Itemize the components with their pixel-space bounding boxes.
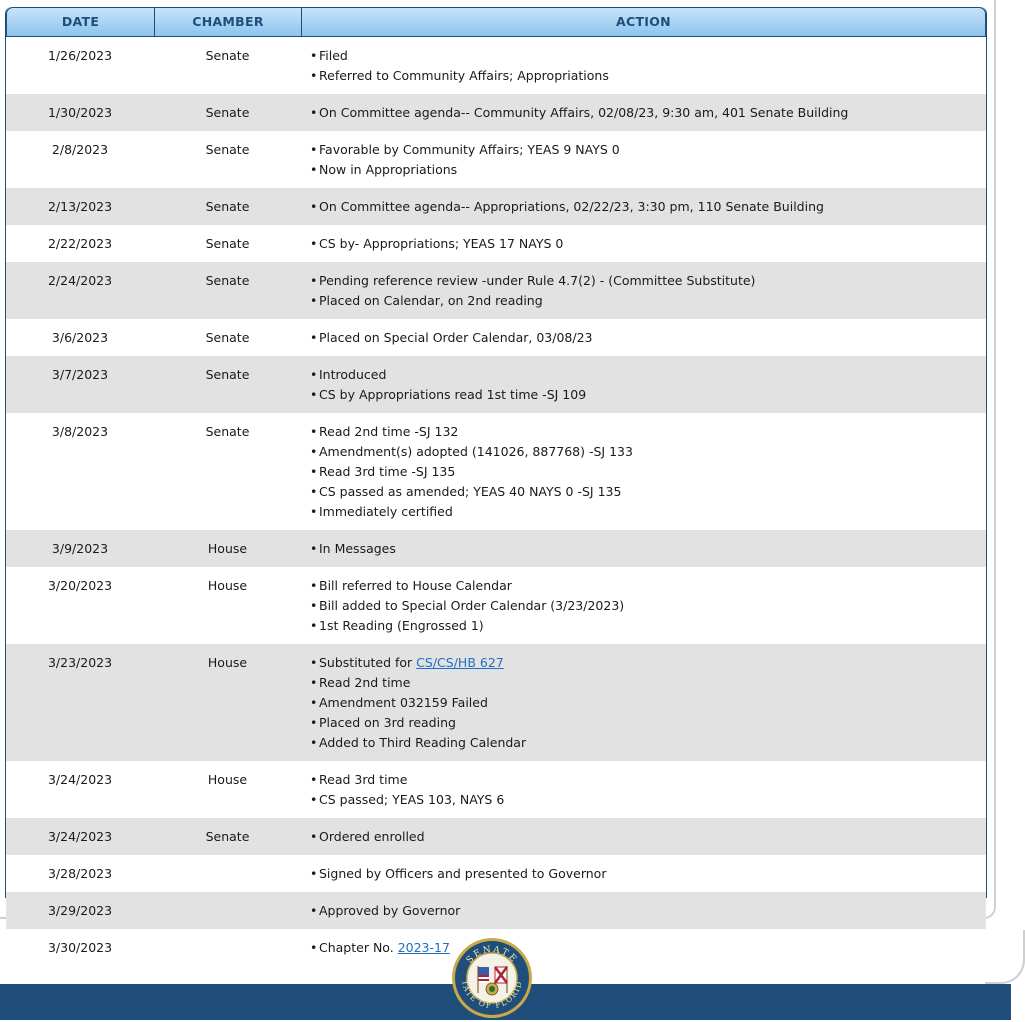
bill-history-table [5,7,987,955]
cell-action [301,827,986,847]
panel-corner [985,930,1025,984]
table-row [6,567,986,644]
action-text: Amendment 032159 Failed [319,695,488,710]
action-text: 1st Reading (Engrossed 1) [319,618,484,633]
action-text: On Committee agenda-- Appropriations, 02/22/23, 3:30 pm, 110 Senate Building [319,199,824,214]
action-item [310,46,986,66]
cell-action [301,938,986,958]
cell-chamber: Senate [205,330,250,345]
bullet-icon: • [310,772,318,787]
action-text: Placed on 3rd reading [319,715,456,730]
bullet-icon: • [310,792,318,807]
action-text: Pending reference review -under Rule 4.7(2) - (Committee Substitute) [319,273,756,288]
cell-date: 3/9/2023 [51,541,109,556]
cell-chamber: Senate [205,829,250,844]
action-item [310,770,986,790]
cell-chamber: House [207,655,248,670]
cell-action [301,539,986,559]
cell-chamber [154,938,301,958]
action-item [310,291,986,311]
action-text: Chapter No. [319,940,398,955]
action-text: Approved by Governor [319,903,461,918]
cell-date: 1/26/2023 [47,48,113,63]
cell-date: 3/24/2023 [47,772,113,787]
table-row [6,892,986,929]
cell-date: 3/8/2023 [51,424,109,439]
cell-chamber: Senate [205,424,250,439]
cell-date: 2/8/2023 [51,142,109,157]
table-row [6,356,986,413]
action-text: Immediately certified [319,504,453,519]
bullet-icon: • [310,142,318,157]
bullet-icon: • [310,829,318,844]
action-text: Placed on Calendar, on 2nd reading [319,293,543,308]
action-item [310,713,986,733]
action-item [310,733,986,753]
table-body [6,37,986,966]
table-row [6,530,986,567]
action-link[interactable]: CS/CS/HB 627 [416,655,504,670]
cell-date: 3/30/2023 [47,940,113,955]
bullet-icon: • [310,484,318,499]
cell-action [301,46,986,86]
cell-chamber [154,864,301,884]
cell-date: 3/28/2023 [47,866,113,881]
bullet-icon: • [310,162,318,177]
action-item [310,502,986,522]
cell-action [301,770,986,810]
action-item [310,653,986,673]
cell-date: 3/29/2023 [47,903,113,918]
action-item [310,596,986,616]
action-text: Read 3rd time -SJ 135 [319,464,456,479]
action-item [310,385,986,405]
action-text: Amendment(s) adopted (141026, 887768) -SJ 133 [319,444,633,459]
bullet-icon: • [310,618,318,633]
action-item [310,66,986,86]
cell-chamber: Senate [205,367,250,382]
cell-date: 3/24/2023 [47,829,113,844]
action-item [310,616,986,636]
action-text: CS by- Appropriations; YEAS 17 NAYS 0 [319,236,564,251]
cell-chamber: House [207,578,248,593]
cell-chamber: Senate [205,236,250,251]
action-text: Substituted for [319,655,417,670]
action-text: Read 2nd time -SJ 132 [319,424,459,439]
column-header-action: ACTION [616,14,671,29]
cell-action [301,901,986,921]
cell-action [301,271,986,311]
seal-bottom-text: TATE OF FLORID [460,979,525,1011]
action-item [310,140,986,160]
cell-chamber: Senate [205,273,250,288]
bullet-icon: • [310,695,318,710]
bullet-icon: • [310,293,318,308]
bullet-icon: • [310,236,318,251]
cell-action [301,422,986,522]
action-item [310,442,986,462]
action-text: Read 2nd time [319,675,411,690]
table-row [6,188,986,225]
action-text: Bill added to Special Order Calendar (3/23/2023) [319,598,625,613]
bullet-icon: • [310,387,318,402]
action-item [310,365,986,385]
bullet-icon: • [310,464,318,479]
table-row [6,37,986,94]
action-text: Now in Appropriations [319,162,458,177]
action-text: Filed [319,48,348,63]
cell-date: 2/22/2023 [47,236,113,251]
table-row [6,855,986,892]
table-row [6,262,986,319]
bullet-icon: • [310,504,318,519]
action-item [310,539,986,559]
cell-action [301,140,986,180]
cell-chamber: Senate [205,199,250,214]
bullet-icon: • [310,655,318,670]
cell-chamber: Senate [205,48,250,63]
action-item [310,693,986,713]
action-item [310,482,986,502]
bullet-icon: • [310,367,318,382]
action-text: CS by Appropriations read 1st time -SJ 109 [319,387,587,402]
action-item [310,160,986,180]
cell-date: 3/20/2023 [47,578,113,593]
table-row [6,761,986,818]
bullet-icon: • [310,330,318,345]
cell-date: 3/6/2023 [51,330,109,345]
action-item [310,234,986,254]
table-row [6,644,986,761]
action-text: Ordered enrolled [319,829,425,844]
bullet-icon: • [310,68,318,83]
cell-chamber [154,901,301,921]
cell-action [301,365,986,405]
bullet-icon: • [310,541,318,556]
cell-action [301,197,986,217]
action-item [310,328,986,348]
action-item [310,827,986,847]
action-item [310,197,986,217]
action-text: Introduced [319,367,387,382]
action-text: Read 3rd time [319,772,408,787]
florida-senate-seal-icon [451,937,533,1019]
action-item [310,422,986,442]
bullet-icon: • [310,105,318,120]
cell-action [301,234,986,254]
action-item [310,864,986,884]
bullet-icon: • [310,48,318,63]
bullet-icon: • [310,735,318,750]
bullet-icon: • [310,940,318,955]
action-item [310,790,986,810]
column-header-chamber: CHAMBER [155,8,302,36]
cell-action [301,328,986,348]
cell-date: 1/30/2023 [47,105,113,120]
cell-date: 3/23/2023 [47,655,113,670]
cell-action [301,103,986,123]
cell-chamber: Senate [205,105,250,120]
table-row [6,413,986,530]
action-text: CS passed; YEAS 103, NAYS 6 [319,792,505,807]
cell-date: 2/13/2023 [47,199,113,214]
bullet-icon: • [310,444,318,459]
action-text: Placed on Special Order Calendar, 03/08/23 [319,330,593,345]
action-text: Added to Third Reading Calendar [319,735,527,750]
cell-chamber: Senate [205,142,250,157]
action-item [310,938,986,958]
cell-chamber: House [207,541,248,556]
table-row [6,818,986,855]
action-item [310,901,986,921]
seal-top-text: SENATE [464,944,520,966]
action-item [310,673,986,693]
column-header-date: DATE [7,8,155,36]
action-text: Bill referred to House Calendar [319,578,512,593]
action-text: CS passed as amended; YEAS 40 NAYS 0 -SJ 135 [319,484,622,499]
bullet-icon: • [310,578,318,593]
action-item [310,271,986,291]
cell-action [301,576,986,636]
cell-action [301,653,986,753]
table-row [6,131,986,188]
action-text: Referred to Community Affairs; Appropriations [319,68,609,83]
bullet-icon: • [310,199,318,214]
action-text: Signed by Officers and presented to Governor [319,866,607,881]
action-text: Favorable by Community Affairs; YEAS 9 NAYS 0 [319,142,620,157]
cell-date: 2/24/2023 [47,273,113,288]
action-item [310,462,986,482]
table-row [6,225,986,262]
bullet-icon: • [310,273,318,288]
action-item [310,103,986,123]
cell-chamber: House [207,772,248,787]
bullet-icon: • [310,424,318,439]
table-header [6,7,986,37]
table-row [6,94,986,131]
bullet-icon: • [310,675,318,690]
action-item [310,576,986,596]
cell-date: 3/7/2023 [51,367,109,382]
bullet-icon: • [310,866,318,881]
cell-action [301,864,986,884]
bullet-icon: • [310,903,318,918]
bullet-icon: • [310,715,318,730]
bullet-icon: • [310,598,318,613]
action-link[interactable]: 2023-17 [397,940,450,955]
action-text: In Messages [319,541,396,556]
action-text: On Committee agenda-- Community Affairs, 02/08/23, 9:30 am, 401 Senate Building [319,105,849,120]
table-row [6,319,986,356]
